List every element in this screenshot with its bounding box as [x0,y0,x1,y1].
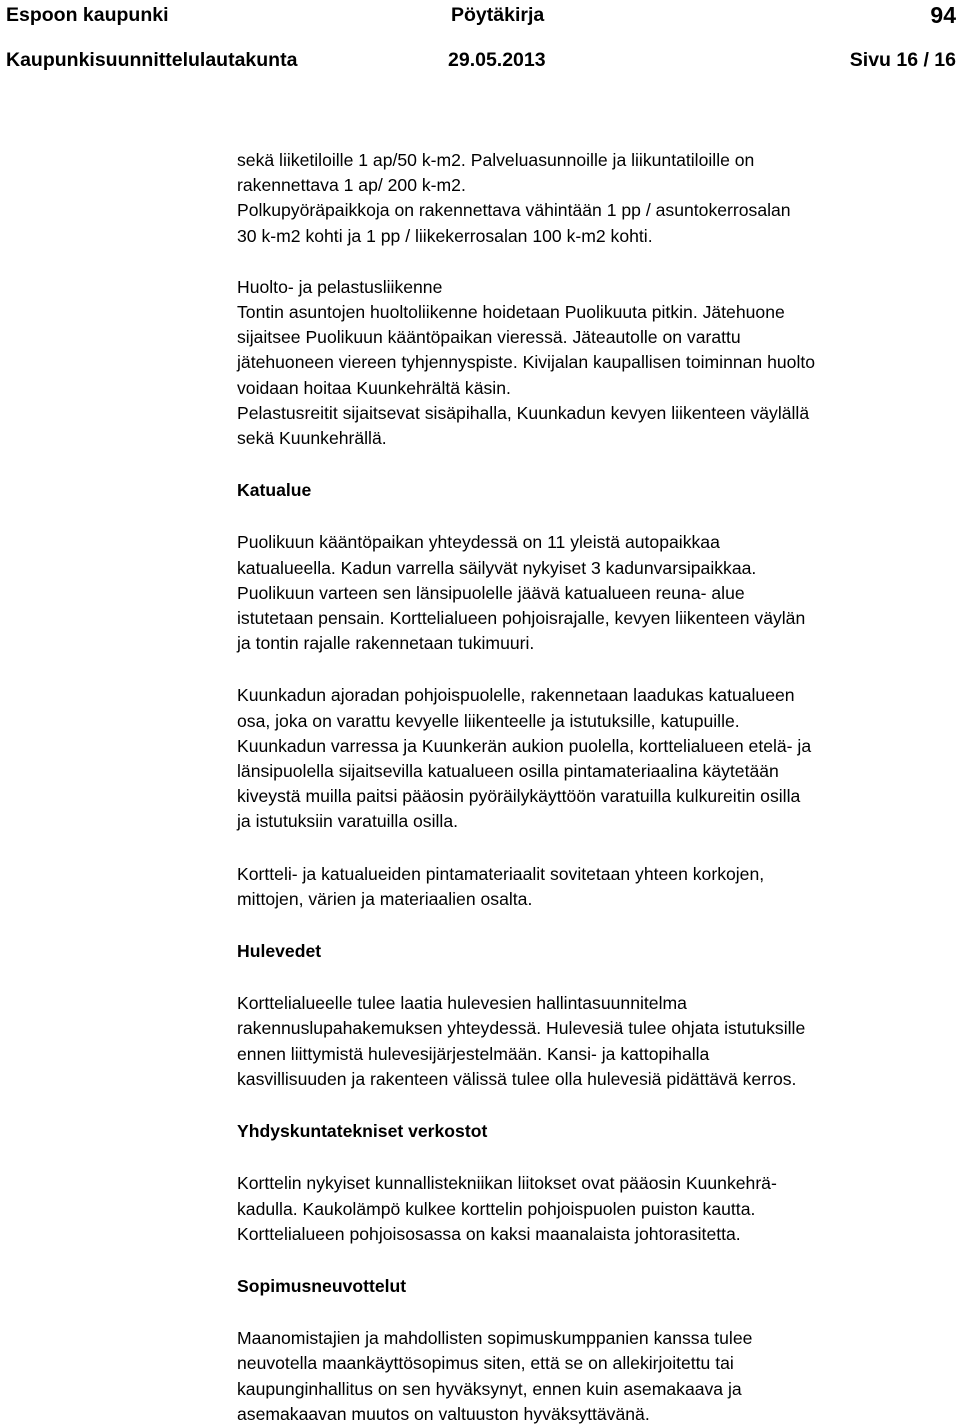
header-page-number: Sivu 16 / 16 [849,49,956,71]
spacer [237,1144,952,1171]
utilities-heading: Yhdyskuntatekniset verkostot [237,1121,488,1142]
utilities-paragraph: Korttelin nykyiset kunnallistekniikan liitokset ovat pääosin Kuunkehrä- kadulla. Kaukolämpö kulkee korttelin pohjoispuolen puiston kautta. Korttelialueen pohjoisosassa on kaksi maanalaista johtorasitetta. [237,1173,777,1244]
spacer [237,503,952,530]
document-body [237,148,952,1427]
negotiations-heading: Sopimusneuvottelut [237,1275,407,1296]
spacer [237,912,952,939]
spacer [237,964,952,991]
spacer [237,835,952,862]
spacer [237,656,952,683]
negotiations-paragraph: Maanomistajien ja mahdollisten sopimuskumppanien kanssa tulee neuvotella maankäyttösopimus siten, että se on allekirjoitettu tai kaupunginhallitus on sen hyväksynyt, ennen kuin asemakaava ja asemakaavan muutos on valtuuston hyväksyttävänä. [237,1328,753,1424]
page-header [0,0,960,80]
street-paragraph-2: Kuunkadun ajoradan pohjoispuolelle, rakennetaan laadukas katualueen osa, joka on varattu kevyelle liikenteelle ja istutuksille, katupuille. Kuunkadun varressa ja Kuunkerän aukion puolella, korttelialueen etelä- ja länsipuolella sijaitsevilla katualueen osilla pintamateriaalina käytetään kiveystä muilla paitsi pääosin pyöräilykäyttöön varatuilla kulkureitin osilla ja istutuksiin varatuilla osilla. [237,685,812,832]
header-row-top [6,0,956,30]
maintenance-heading: Huolto- ja pelastusliikenne [237,276,443,297]
header-org: Espoon kaupunki [6,4,169,26]
header-committee: Kaupunkisuunnittelulautakunta [6,49,298,71]
maintenance-paragraph: Tontin asuntojen huoltoliikenne hoidetaan Puolikuuta pitkin. Jätehuone sijaitsee Puolikuun kääntöpaikan vieressä. Jäteautolle on varattu jätehuoneen viereen tyhjennyspiste. Kivijalan kaupallisen toiminnan huolto voidaan hoitaa Kuunkehrältä käsin. Pelastusreitit sijaitsevat sisäpihalla, Kuunkadun kevyen liikenteen väylällä sekä Kuunkehrällä. [237,302,816,449]
stormwater-paragraph: Korttelialueelle tulee laatia hulevesien hallintasuunnitelma rakennuslupahakemuksen yhteydessä. Hulevesiä tulee ohjata istutuksille ennen liittymistä hulevesijärjestelmään. Kansi- ja kattopihalla kasvillisuuden ja rakenteen välissä tulee olla hulevesiä pidättävä kerros. [237,993,806,1089]
header-row-bottom [6,45,956,75]
spacer [237,451,952,478]
spacer [237,1299,952,1326]
spacer [237,1092,952,1119]
header-section-number: 94 [930,2,956,28]
stormwater-heading: Hulevedet [237,941,322,962]
street-paragraph-1: Puolikuun kääntöpaikan yhteydessä on 11 yleistä autopaikkaa katualueella. Kadun varrella säilyvät nykyiset 3 kadunvarsipaikkaa. Puolikuun varteen sen länsipuolelle jäävä katualueen reuna- alue istutetaan pensain. Korttelialueen pohjoisrajalle, kevyen liikenteen väylän ja tontin rajalle rakennetaan tukimuuri. [237,532,806,654]
intro-paragraph: sekä liiketiloille 1 ap/50 k-m2. Palveluasunnoille ja liikuntatiloille on rakennettava 1 ap/ 200 k-m2. Polkupyöräpaikkoja on rakennettava vähintään 1 pp / asuntokerrosalan 30 k-m2 kohti ja 1 pp / liikekerrosalan 100 k-m2 kohti. [237,150,791,246]
header-doc-type: Pöytäkirja [451,4,545,26]
spacer [237,1247,952,1274]
street-paragraph-3: Kortteli- ja katualueiden pintamateriaalit sovitetaan yhteen korkojen, mittojen, värien ja materiaalien osalta. [237,863,765,909]
street-heading: Katualue [237,480,312,501]
spacer [237,249,952,275]
header-date: 29.05.2013 [448,49,546,71]
